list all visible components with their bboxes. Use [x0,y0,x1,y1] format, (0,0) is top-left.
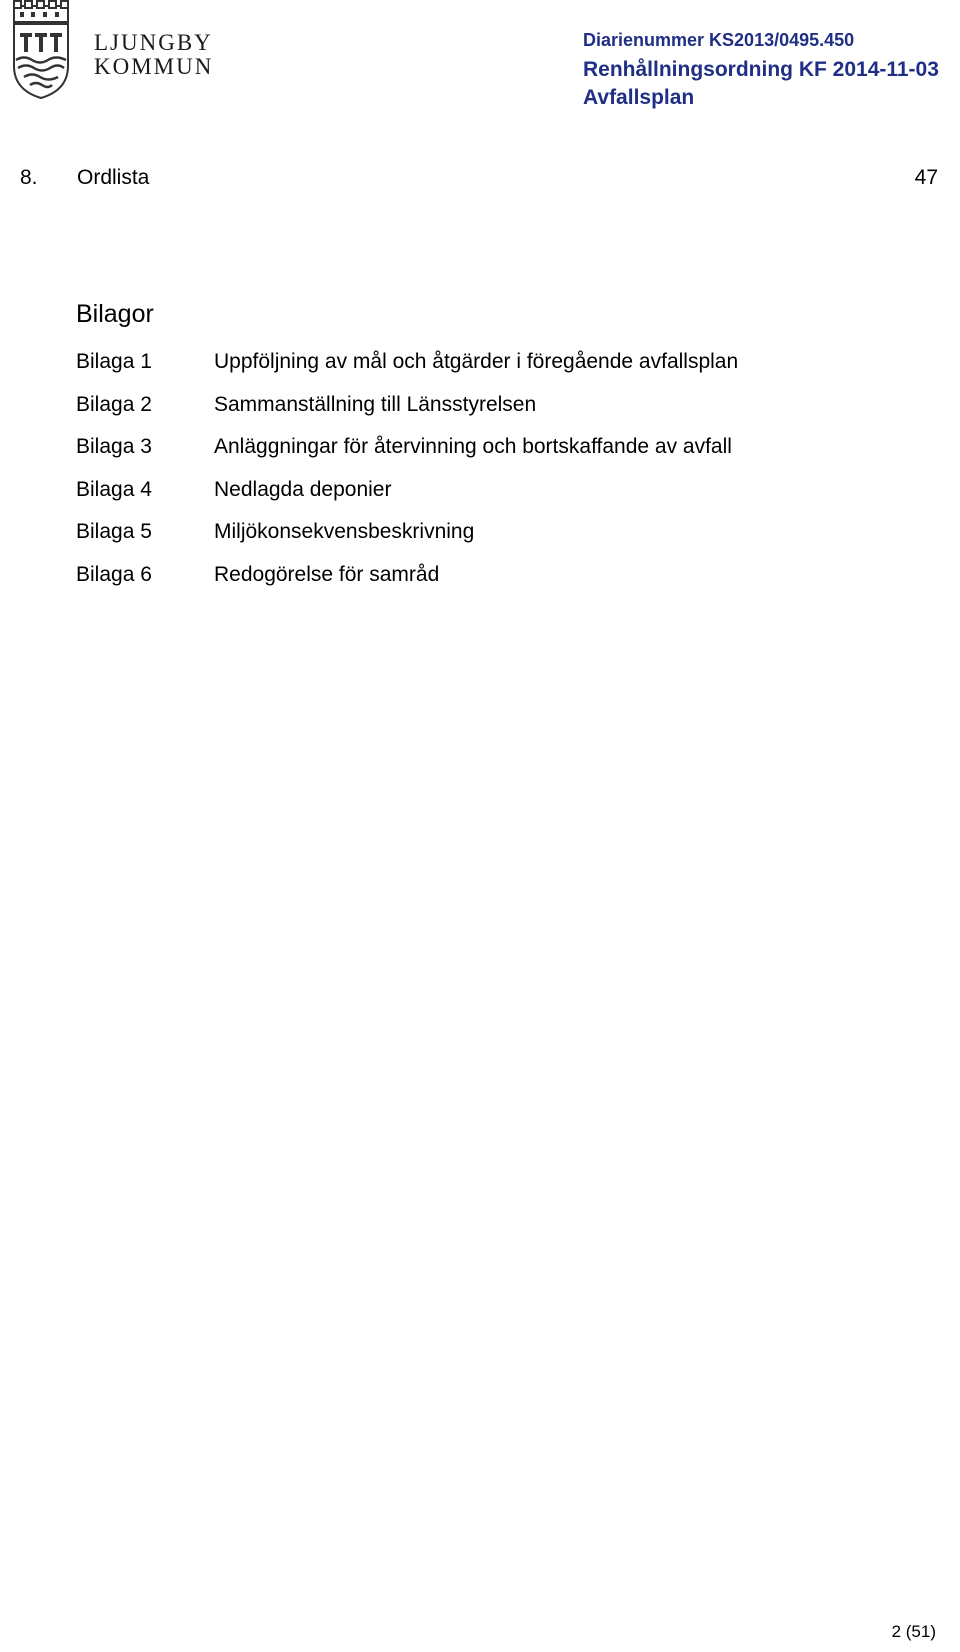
logo-wordmark [94,31,213,79]
appendix-item [76,518,876,561]
appendix-title: Miljökonsekvensbeskrivning [214,520,475,543]
municipality-logo [10,0,225,100]
appendix-title: Redogörelse för samråd [214,562,440,586]
toc-entry-number: 8. [20,166,38,189]
appendix-title: Uppföljning av mål och åtgärder i föregående avfallsplan [214,350,739,373]
appendix-item [76,348,876,391]
appendices-heading: Bilagor [76,300,154,328]
diarienummer: Diarienummer KS2013/0495.450 [583,30,855,50]
toc-entry[interactable] [20,166,938,194]
appendix-label: Bilaga 5 [76,520,152,543]
appendix-item [76,433,876,476]
appendix-label: Bilaga 1 [76,350,152,373]
page-number: 2 (51) [891,1622,936,1641]
appendix-title: Sammanställning till Länsstyrelsen [214,392,537,416]
document-subject: Avfallsplan [583,86,695,109]
toc-entry-title: Ordlista [77,166,150,189]
appendix-label: Bilaga 4 [76,477,152,501]
appendix-item [76,391,876,434]
logo-line-2: KOMMUN [94,54,214,79]
logo-line-1: LJUNGBY [94,30,213,55]
appendix-label: Bilaga 2 [76,392,152,416]
document-header [583,28,939,112]
appendix-title: Anläggningar för återvinning och bortskaffande av avfall [214,435,732,458]
appendix-label: Bilaga 6 [76,562,152,586]
coat-of-arms-icon [10,0,74,100]
appendix-item [76,561,876,604]
appendix-title: Nedlagda deponier [214,477,392,501]
appendix-label: Bilaga 3 [76,435,152,458]
appendix-list [76,348,876,603]
toc-entry-page: 47 [914,166,938,189]
appendix-item [76,476,876,519]
renhallningsordning-title: Renhållningsordning KF 2014-11-03 [583,58,939,81]
